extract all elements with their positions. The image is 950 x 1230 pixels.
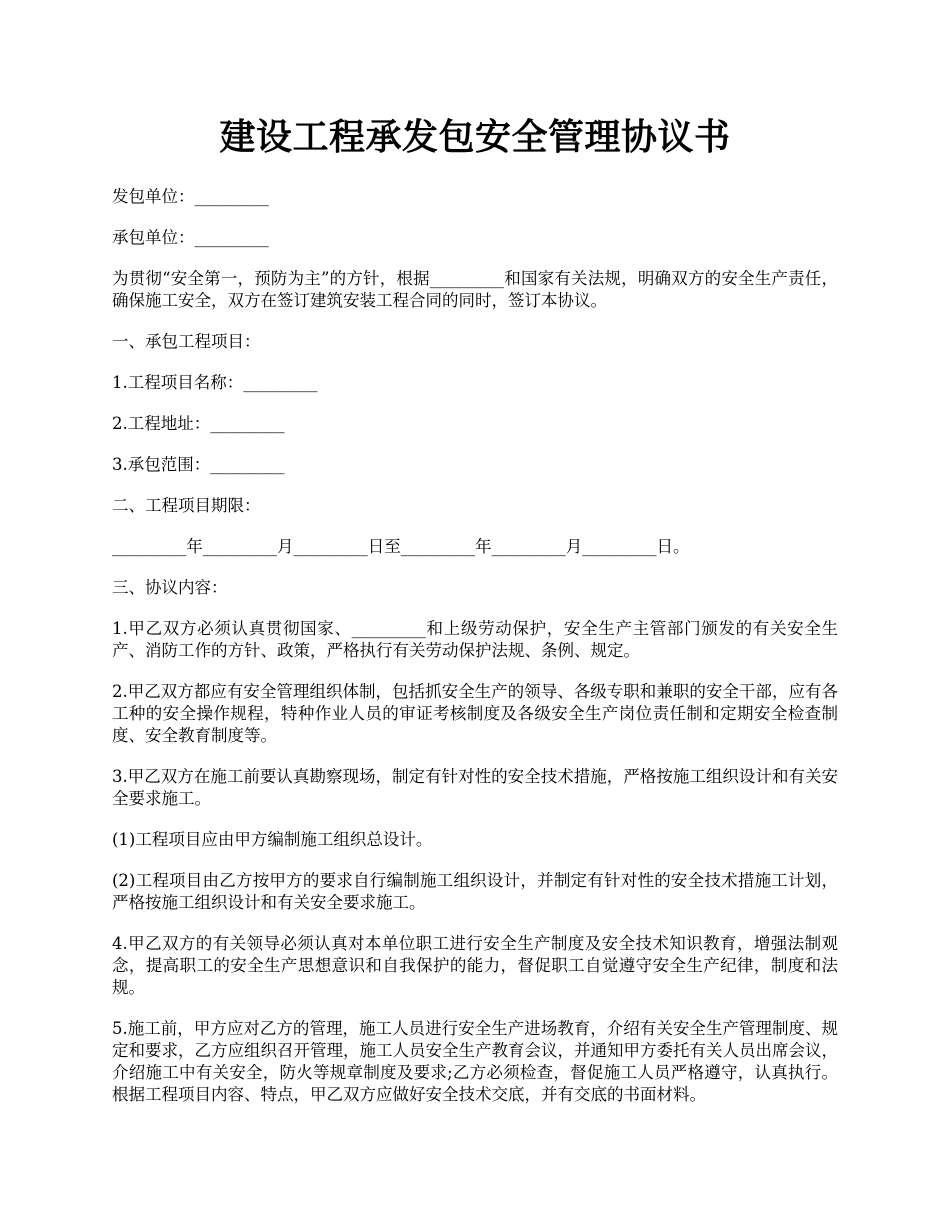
paragraph-project-name: 1.工程项目名称：_________ bbox=[112, 373, 318, 392]
section-heading-project: 一、承包工程项目： bbox=[112, 332, 261, 351]
paragraph-period-dates: _________年_________月_________日至_________年_________月_________日。 bbox=[112, 537, 690, 556]
clause-3-sub-1: (1)工程项目应由甲方编制施工组织总设计。 bbox=[112, 830, 433, 849]
paragraph-contract-scope: 3.承包范围：_________ bbox=[112, 455, 285, 474]
paragraph-preamble: 为贯彻“安全第一，预防为主”的方针，根据_________和国家有关法规，明确双方的安全生产责任，确保施工安全，双方在签订建筑安装工程合同的同时，签订本协议。 bbox=[112, 269, 838, 310]
section-heading-agreement: 三、协议内容： bbox=[112, 578, 228, 597]
paragraph-employer: 发包单位：_________ bbox=[112, 187, 269, 206]
clause-1: 1.甲乙双方必须认真贯彻国家、_________和上级劳动保护，安全生产主管部门颁发的有关安全生产、消防工作的方针、政策，严格执行有关劳动保护法规、条例、规定。 bbox=[112, 619, 838, 660]
clause-5: 5.施工前，甲方应对乙方的管理，施工人员进行安全生产进场教育，介绍有关安全生产管理制度、规定和要求，乙方应组织召开管理，施工人员安全生产教育会议，并通知甲方委托有关人员出席会议，介绍施工中有关安全，防火等规章制度及要求;乙方必须检查，督促施工人员严格遵守，认真执行。根据工程项目内容、特点，甲乙双方应做好安全技术交底，并有交底的书面材料。 bbox=[112, 1019, 838, 1104]
paragraph-contractor: 承包单位：_________ bbox=[112, 228, 269, 247]
paragraph-project-address: 2.工程地址：_________ bbox=[112, 414, 285, 433]
clause-3: 3.甲乙双方在施工前要认真勘察现场，制定有针对性的安全技术措施，严格按施工组织设计和有关安全要求施工。 bbox=[112, 767, 838, 808]
clause-3-sub-2: (2)工程项目由乙方按甲方的要求自行编制施工组织设计，并制定有针对性的安全技术措施工计划，严格按施工组织设计和有关安全要求施工。 bbox=[112, 871, 838, 912]
section-heading-period: 二、工程项目期限： bbox=[112, 496, 261, 515]
clause-2: 2.甲乙双方都应有安全管理组织体制，包括抓安全生产的领导、各级专职和兼职的安全干部，应有各工种的安全操作规程，特种作业人员的审证考核制度及各级安全生产岗位责任制和定期安全检查制度、安全教育制度等。 bbox=[112, 682, 838, 745]
document-body bbox=[112, 186, 838, 1106]
document-title: 建设工程承发包安全管理协议书 bbox=[219, 116, 731, 158]
clause-4: 4.甲乙双方的有关领导必须认真对本单位职工进行安全生产制度及安全技术知识教育，增强法制观念，提高职工的安全生产思想意识和自我保护的能力，督促职工自觉遵守安全生产纪律，制度和法规。 bbox=[112, 934, 838, 997]
